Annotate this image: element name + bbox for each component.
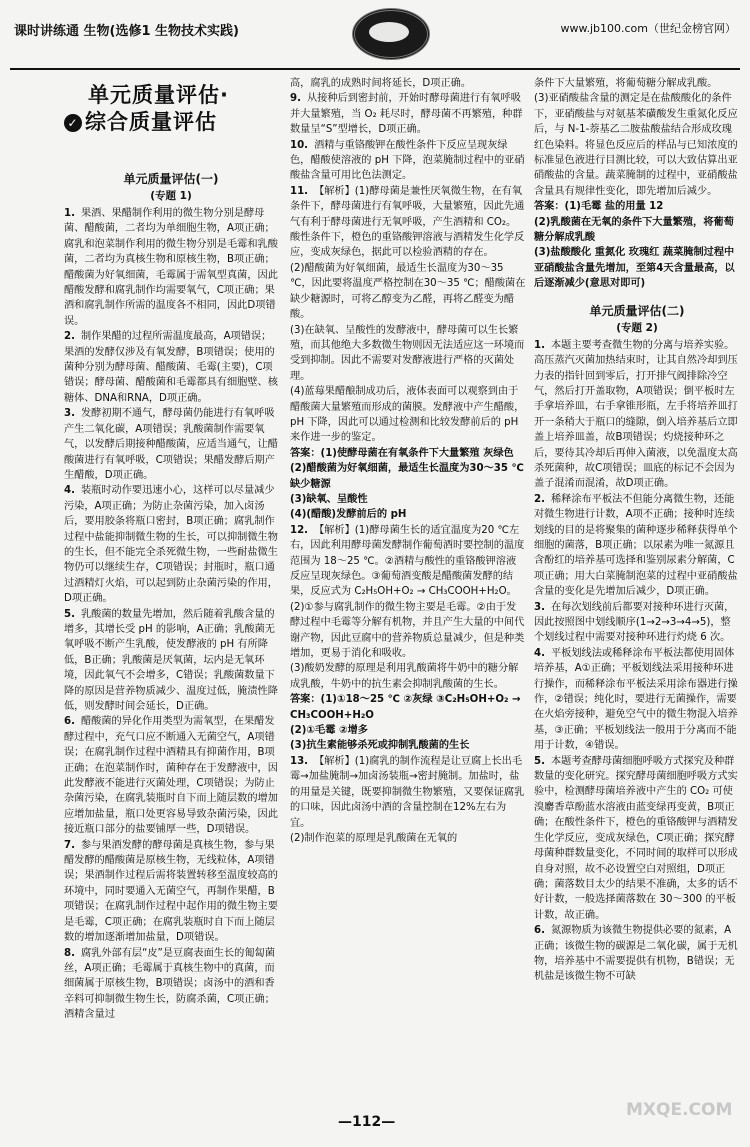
answer-item <box>290 184 526 446</box>
answer-item <box>290 754 526 846</box>
answer-list <box>534 338 740 985</box>
item-text: 条件下大量繁殖，将葡萄糖分解成乳酸。 (3)亚硝酸盐含量的测定是在盐酸酸化的条件下，亚硝酸盐与对氨基苯磺酸发生重氮化反应后，与 N-1-萘基乙二胺盐酸盐结合形成玫瑰红色染料。将显色反应后的样品与已知浓度的标准显色液进行目测比较，可以大致估算出亚硝酸盐的含量。蔬菜腌制的过程中，亚硝酸盐含量具有规律性变化，即先增加后减少。 <box>534 78 738 197</box>
item-number: 4. <box>64 485 75 497</box>
website-url: www.jb100.com（世纪金榜官网） <box>560 22 736 35</box>
main-title-line1: 单元质量评估· <box>88 83 229 107</box>
answer-item <box>64 946 278 1023</box>
item-text: 高，腐乳的成熟时间将延长，D项正确。 <box>290 78 472 89</box>
header-rule <box>10 68 740 70</box>
item-text: 装瓶时动作要迅速小心，这样可以尽量减少污染，A项正确；为防止杂菌污染，加入卤汤后，要用胶条将瓶口密封，B项正确；腐乳制作过程中盐能抑制微生物的生长，可以抑制微生物的生长，但不能完全杀死微生物，一些耐盐微生物仍可以继续生存，C项错误；封瓶时，瓶口通过酒精灯火焰，可以起到防止杂菌污染的作用，D项正确。 <box>64 485 278 605</box>
answer-item <box>534 338 740 492</box>
item-number: 11. <box>290 185 309 197</box>
page-number: —112— <box>338 1114 396 1130</box>
item-text: 腐乳外部有层“皮”是豆腐表面生长的匍匐菌丝，A项正确；毛霉属于真核生物中的真菌，而细菌属于原核生物，B项错误；卤汤中的酒和香辛料可抑制微生物生长，防腐杀菌，C项正确；酒精含量过 <box>64 947 275 1021</box>
item-number: 9. <box>290 93 301 105</box>
answer-text <box>290 692 526 754</box>
item-number: 7. <box>64 839 75 851</box>
section1-title: 单元质量评估(一) <box>123 172 219 186</box>
item-text: 醋酸菌的异化作用类型为需氧型，在果醋发酵过程中，充气口应不断通入无菌空气，A项错误；在腐乳制作过程中酒精具有抑菌作用，B项正确；在泡菜制作时，菌种存在于发酵液中，因此发酵液不能进行灭菌处理，C项错误；为防止杂菌污染，在腐乳装瓶时自下而上随层数的增加应增加盐量，瓶口处更容易导致杂菌污染，因此接近瓶口部分的盐要铺厚一些，D项错误。 <box>64 716 278 836</box>
brand-logo <box>352 8 430 60</box>
check-icon: ✓ <box>64 114 82 132</box>
item-text: 发酵初期不通气，酵母菌仍能进行有氧呼吸产生二氧化碳，A项错误；乳酸菌制作需要氧气，以发酵后期接种醋酸菌，应适当通气，让醋酸菌进行有氧呼吸，C项错误；果醋发酵后期产生醋酸，D项正确。 <box>64 408 278 481</box>
item-number: 8. <box>64 947 75 959</box>
answer-item <box>64 206 278 329</box>
answer-item <box>534 492 740 600</box>
item-number: 10. <box>290 139 309 151</box>
item-text: 酒精与重铬酸钾在酸性条件下反应呈现灰绿色，醋酸使溶液的 pH 下降，泡菜腌制过程中的亚硝酸盐含量可用比色法测定。 <box>290 139 525 182</box>
item-text: 【解析】(1)腐乳的制作流程是让豆腐上长出毛霉→加盐腌制→加卤汤装瓶→密封腌制。加盐时，盐的用量是关键，既要抑制微生物繁殖，又要保证腐乳的口味，因此卤汤中酒的含量控制在12%左右为宜。 (2)制作泡菜的原理是乳酸菌在无氧的 <box>290 755 525 844</box>
column-1 <box>64 76 278 1096</box>
column-2 <box>290 76 526 1096</box>
answer-list <box>290 76 526 846</box>
section2-title: 单元质量评估(二) <box>589 303 685 318</box>
main-title-line2: 综合质量评估 <box>85 110 217 134</box>
item-text: 制作果醋的过程所需温度最高，A项错误；果酒的发酵仅涉及有氧发酵，B项错误；使用的菌种分别为酵母菌、醋酸菌、毛霉(主要)，C项错误；酵母菌、醋酸菌和毛霉都具有细胞壁、核糖体、DNA和RNA，D项正确。 <box>64 331 278 404</box>
item-number: 3. <box>64 408 75 420</box>
item-number: 2. <box>64 331 75 343</box>
answer-item <box>534 76 740 199</box>
section1-subtitle: (专题 1) <box>150 190 192 202</box>
answer-item <box>534 923 740 985</box>
item-number: 6. <box>534 925 545 937</box>
item-number: 1. <box>64 208 75 219</box>
item-text: 乳酸菌的数量先增加，然后随着乳酸含量的增多，其增长受 pH 的影响，A正确；乳酸菌无氧呼吸不断产生乳酸，使发酵液的 pH 有所降低，B正确；乳酸菌是厌氧菌，坛内是无氧环境，因此氧气不会增多，C错误；乳酸菌数量下降的原因是营养物质减少、温度过低，腌渍性降低，则发酵时间会延长，D正确。 <box>64 608 278 712</box>
answer-item <box>290 91 526 137</box>
item-text: 本题主要考查微生物的分离与培养实验。高压蒸汽灭菌加热结束时，让其自然冷却到压力表的指针回到零后，打开排气阀排除冷空气，然后打开盖取物，A项错误；倒平板时左手拿培养皿，右手拿锥形瓶，左手将培养皿打开一条稍大于瓶口的缝隙，倒入培养基后立即盖上培养皿盖，故B项错误；灼烧接种环之后，要待其冷却后再伸入菌液，以免温度太高杀死菌种，故C项错误；皿底的标记不会因为盖子混淆而混淆，故D项正确。 <box>534 339 738 490</box>
page-header <box>10 8 740 66</box>
answer-item <box>534 600 740 646</box>
item-number: 5. <box>534 755 545 767</box>
item-number: 12. <box>290 524 309 536</box>
answer-list <box>534 76 740 292</box>
answer-item <box>290 76 526 91</box>
item-text: 平板划线法或稀释涂布平板法都使用固体培养基，A①正确；平板划线法采用接种环进行操作，而稀释涂布平板法采用涂布器进行操作，②错误；纯化时，要进行无菌操作，需要在火焰旁接种，避免空气中的微生物混入培养基，③正确；平板划线法一般用于分离而不能用于计数，④错误。 <box>534 647 738 752</box>
section2-subtitle: (专题 2) <box>616 321 658 334</box>
answer-list <box>64 206 278 1023</box>
answer-item <box>290 523 526 692</box>
answer-item <box>64 714 278 837</box>
item-text: 参与果酒发酵的酵母菌是真核生物，参与果醋发酵的醋酸菌是原核生物，无线粒体，A项错误；果酒制作过程后需将装置转移至温度较高的环境中，同时要通入无菌空气，再制作果醋，B项错误；在腐乳制作过程中起作用的微生物主要是毛霉，C项正确；在腐乳装瓶时自下而上随层数的增加逐渐增加盐量，D项错误。 <box>64 839 278 944</box>
item-text: 在每次划线前后都要对接种环进行灭菌，因此按照图中划线顺序(1→2→3→4→5)，整个划线过程中需要对接种环进行灼烧 6 次。 <box>534 601 735 644</box>
answer-item <box>534 646 740 754</box>
answer-text <box>534 199 740 291</box>
answer-item <box>64 838 278 946</box>
item-number: 1. <box>534 339 545 351</box>
item-number: 2. <box>534 493 545 505</box>
answer-item <box>64 329 278 406</box>
item-text: 本题考查酵母菌细胞呼吸方式探究及种群数量的变化研究。探究酵母菌细胞呼吸方式实验中，检测酵母菌培养液中产生的 CO₂ 可使溴麝香草酚蓝水溶液由蓝变绿再变黄，B项正确；在酸性条件下，橙色的重铬酸钾与酒精发生化学反应，变成灰绿色，C项正确；探究酵母菌种群数量变化，不同时间的取样可以形成自身对照，故不必设置空白对照组，D项正确；菌落数目太少的结果不准确，太多的话不好计数，一般选择菌落数在 30～300 的平板计数，故正确。 <box>534 755 738 921</box>
item-number: 6. <box>64 716 75 728</box>
answer-item <box>64 406 278 483</box>
item-text: 答案：(1)①18～25 ℃ ②灰绿 ③C₂H₅OH+O₂ → CH₃COOH+H₂O (2)①毛霉 ②增多 (3)抗生素能够杀死或抑制乳酸菌的生长 <box>290 694 521 752</box>
answer-item <box>534 754 740 923</box>
item-number: 13. <box>290 755 309 767</box>
item-text: 答案：(1)使酵母菌在有氧条件下大量繁殖 灰绿色 (2)醋酸菌为好氧细菌，最适生长温度为30～35 ℃ 缺少糖源 (3)缺氧、呈酸性 (4)(醋酸)发酵前后的 pH <box>290 447 524 521</box>
item-text: 【解析】(1)酵母菌生长的适宜温度为20 ℃左右，因此利用酵母菌发酵制作葡萄酒时要控制的温度范围为 18～25 ℃。②酒精与酸性的重铬酸钾溶液反应呈现灰绿色。③葡萄酒变酸是醋酸菌发酵的结果，反应式为 C₂H₅OH+O₂ → CH₃COOH+H₂O。 (2)①参与腐乳制作的微生物主要是毛霉。②由于发酵过程中毛霉等分解有机物，并且产生大量的中间代谢产物，因此豆腐中的营养物质总量减少，但是种类增加，更易于消化和吸收。 (3)酸奶发酵的原理是利用乳酸菌将牛奶中的糖分解成乳酸，牛奶中的抗生素会抑制乳酸菌的生长。 <box>290 524 525 690</box>
column-3 <box>534 76 740 1096</box>
answer-item <box>64 607 278 715</box>
item-text: 稀释涂布平板法不但能分离微生物，还能对微生物进行计数，A项不正确；接种时连续划线的目的是将聚集的菌种逐步稀释获得单个细胞的菌落，B项正确；以尿素为唯一氮源且含酚红的培养基可选择和鉴别尿素分解菌，C项正确；用大白菜腌制泡菜的过程中亚硝酸盐含量的变化是先增加后减少，D项正确。 <box>534 493 738 598</box>
answer-item <box>290 138 526 184</box>
watermark: MXQE.COM <box>626 1100 733 1120</box>
item-text: 答案：(1)毛霉 盐的用量 12 (2)乳酸菌在无氧的条件下大量繁殖，将葡萄糖分解成乳酸 (3)盐酸酸化 重氮化 玫瑰红 蔬菜腌制过程中亚硝酸盐含量先增加，至第4天含量最高，以后逐渐减少(意思对即可) <box>534 201 735 290</box>
item-text: 氮源物质为该微生物提供必要的氮素，A正确；该微生物的碳源是二氧化碳，属于无机物，培养基中不需要提供有机物，B错误；无机盐是该微生物不可缺 <box>534 925 738 983</box>
title-block <box>64 82 278 170</box>
answer-text <box>290 446 526 523</box>
item-number: 3. <box>534 601 545 613</box>
running-title: 课时讲练通 生物(选修1 生物技术实践) <box>14 24 239 39</box>
answer-item <box>64 483 278 606</box>
item-text: 果酒、果醋制作利用的微生物分别是酵母菌、醋酸菌，二者均为单细胞生物，A项正确；腐乳和泡菜制作利用的微生物分别是毛霉和乳酸菌，二者均为真核生物和原核生物，B项正确；醋酸菌为好氧细菌，毛霉属于需氧型真菌，因此醋酸发酵和腐乳制作均需要氧气，C项正确；果酒和腐乳制作所需的温度各不相同，因此D项错误。 <box>64 208 278 327</box>
item-text: 【解析】(1)酵母菌是兼性厌氧微生物，在有氧条件下，酵母菌进行有氧呼吸，大量繁殖，因此先通气有利于酵母菌进行无氧呼吸，产生酒精和 CO₂。酸性条件下，橙色的重铬酸钾溶液与酒精发生化学反应，变成灰绿色，据此可以检验酒精的存在。 (2)醋酸菌为好氧细菌，最适生长温度为30～35 ℃，因此要将温度严格控制在30～35 ℃；醋酸菌在缺少糖源时，可将乙醇变为乙醛，再将乙醛变为醋酸。 (3)在缺氧、呈酸性的发酵液中，酵母菌可以生长繁殖，而其他绝大多数微生物则因无法适应这一环境而受到抑制。因此不需要对发酵液进行严格的灭菌处理。 (4)蓝莓果醋酿制成功后，液体表面可以观察到由于醋酸菌大量繁殖而形成的菌膜。发酵液中产生醋酸，pH 下降，因此可以通过检测和比较发酵前后的 pH 来作进一步的鉴定。 <box>290 185 526 444</box>
item-text: 从接种后到密封前，开始时酵母菌进行有氧呼吸并大量繁殖，当 O₂ 耗尽时，酵母菌不再繁殖，种群数量呈“S”型增长，D项正确。 <box>290 93 523 136</box>
item-number: 4. <box>534 647 545 659</box>
item-number: 5. <box>64 608 75 620</box>
